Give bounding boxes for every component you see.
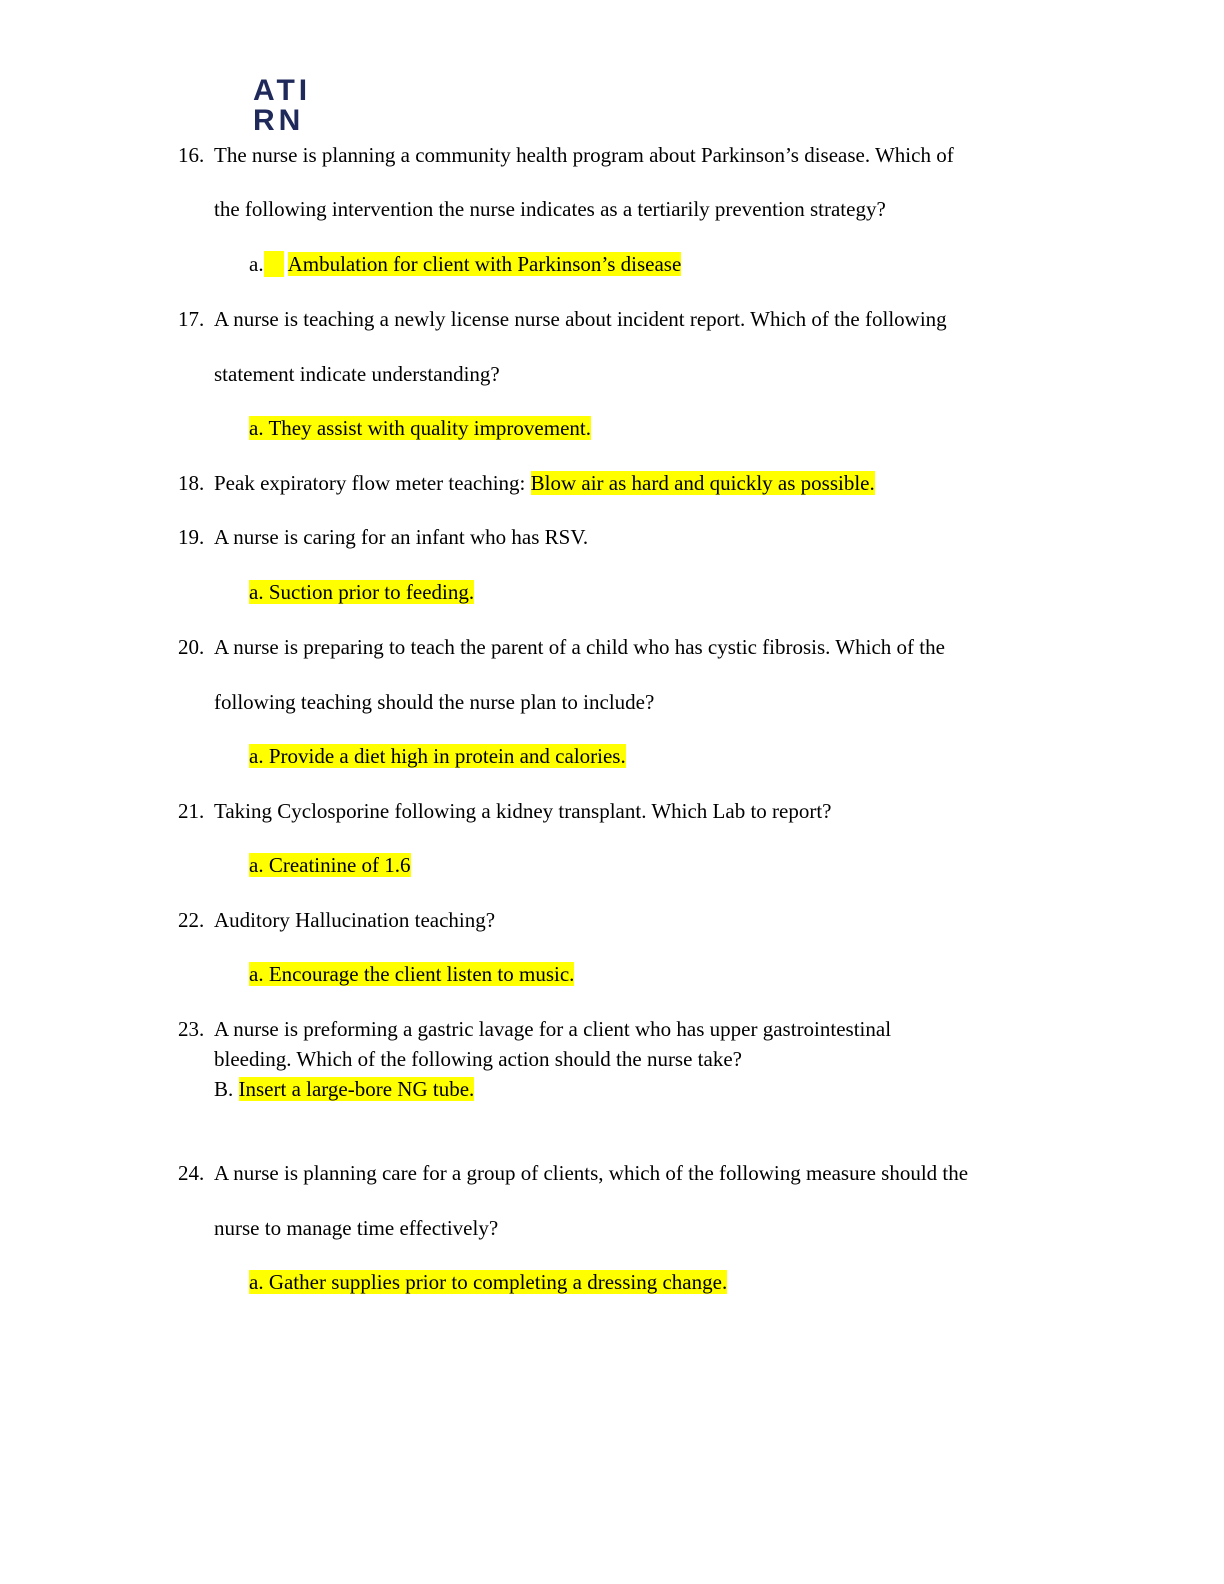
question-text-line: A nurse is preparing to teach the parent of a child who has cystic fibrosis. Which of the: [214, 635, 945, 659]
question-text-line: The nurse is planning a community health program about Parkinson’s disease. Which of: [214, 143, 954, 167]
answer: [249, 251, 681, 277]
answer: [249, 852, 411, 878]
question-text-line: Taking Cyclosporine following a kidney transplant. Which Lab to report?: [214, 799, 832, 823]
question-text-line: A nurse is caring for an infant who has RSV.: [214, 525, 589, 549]
question-number: 17.: [178, 307, 205, 331]
answer: [249, 961, 574, 987]
question-text-line: Auditory Hallucination teaching?: [214, 908, 496, 932]
answer: [249, 415, 591, 441]
question-text-line: A nurse is planning care for a group of clients, which of the following measure should the: [214, 1161, 969, 1185]
question-text-line: [214, 470, 875, 496]
answer-text: a. They assist with quality improvement.: [249, 416, 591, 440]
answer-text: a. Encourage the client listen to music.: [249, 962, 575, 986]
answer-text: a. Provide a diet high in protein and calories.: [249, 744, 626, 768]
question-number: 22.: [178, 908, 205, 932]
question-number: 19.: [178, 525, 205, 549]
answer-text: Blow air as hard and quickly as possible.: [530, 471, 875, 495]
answer-text: Ambulation for client with Parkinson’s disease: [287, 252, 682, 276]
answer: [249, 579, 474, 605]
question-number: 24.: [178, 1161, 205, 1185]
question-number: 16.: [178, 143, 205, 167]
question-text-line: A nurse is preforming a gastric lavage for a client who has upper gastrointestinal: [214, 1017, 892, 1041]
question-text-line: statement indicate understanding?: [214, 362, 500, 386]
question-text-line: following teaching should the nurse plan to include?: [214, 690, 655, 714]
question-number: 21.: [178, 799, 205, 823]
ati-rn-logo: [253, 68, 373, 137]
answer: [249, 1269, 727, 1295]
question-text-line: A nurse is teaching a newly license nurse about incident report. Which of the following: [214, 307, 947, 331]
question-prompt: Peak expiratory flow meter teaching:: [214, 471, 531, 495]
answer-text: Insert a large-bore NG tube.: [238, 1077, 475, 1101]
answer-text: a. Creatinine of 1.6: [249, 853, 411, 877]
question-number: 18.: [178, 471, 205, 495]
question-text-line: the following intervention the nurse indicates as a tertiarily prevention strategy?: [214, 197, 886, 221]
highlight-gap: [264, 251, 284, 277]
answer-text: a. Suction prior to feeding.: [249, 580, 475, 604]
question-text-line: bleeding. Which of the following action should the nurse take?: [214, 1047, 742, 1071]
question-number: 23.: [178, 1017, 205, 1041]
logo-text: ATI RN: [253, 74, 312, 137]
answer-label: B.: [214, 1077, 239, 1101]
question-number: 20.: [178, 635, 205, 659]
answer-text: a. Gather supplies prior to completing a dressing change.: [249, 1270, 728, 1294]
question-text-line: nurse to manage time effectively?: [214, 1216, 499, 1240]
answer-label: a.: [249, 252, 264, 276]
answer: [214, 1076, 474, 1102]
answer: [249, 743, 626, 769]
